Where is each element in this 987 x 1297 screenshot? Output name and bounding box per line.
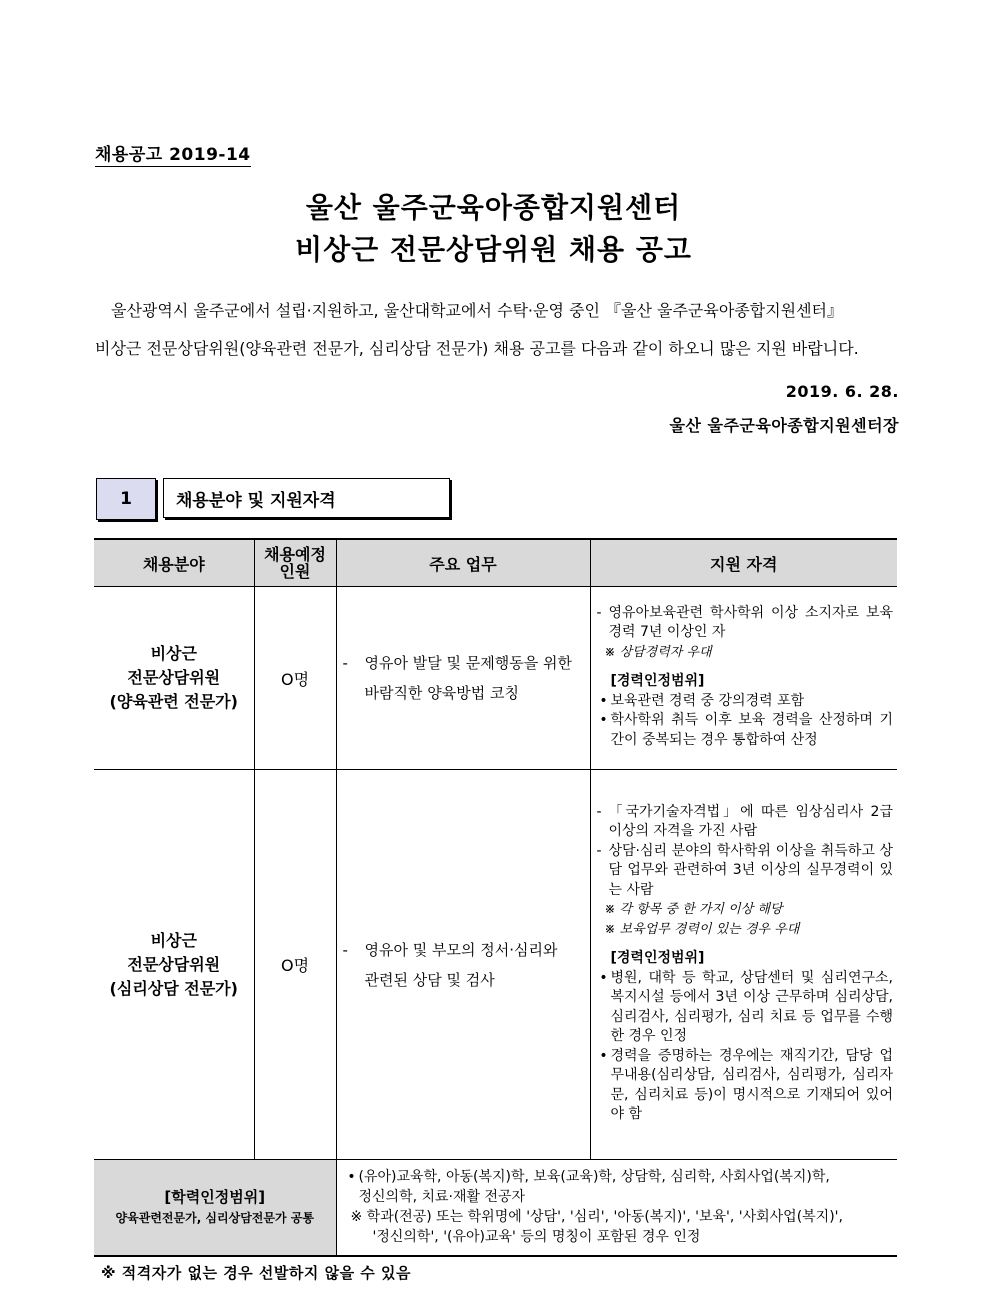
education-note-cont: '정신의학', '(유아)교육' 등의 명칭이 포함된 경우 인정 [372,1229,701,1246]
dash-glyph: - [342,654,348,672]
career-range-text: 보육관련 경력 중 강의경력 포함 [610,692,805,709]
table-row [94,770,897,1160]
page-subtitle: 비상근 전문상담위원 채용 공고 [295,233,692,266]
intro-line-1: 울산광역시 울주군에서 설립·지원하고, 울산대학교에서 수탁·운영 중인 『울산 울주군육아종합지원센터』 [111,301,844,320]
count-cell: O명 [254,587,336,770]
table-header-row [94,539,897,587]
qualification-item [597,842,894,901]
intro-line-2: 비상근 전문상담위원(양육관련 전문가, 심리상담 전문가) 채용 공고를 다음과 같이 하오니 많은 지원 바랍니다. [95,339,859,358]
education-item [345,1167,892,1187]
education-label-cell [94,1160,336,1256]
field-line: 전문상담위원 [127,668,221,687]
duty-cell [336,587,590,770]
education-text-cont: 정신의학, 치료·재활 전공자 [358,1189,526,1206]
education-row [94,1160,897,1256]
intro-paragraph [95,292,901,368]
career-range-item [597,692,894,712]
header-qualification: 지원 자격 [590,539,897,587]
qualification-cell [590,770,897,1160]
duty-text: 영유아 및 부모의 정서·심리와 [364,940,558,959]
duty-text: 바람직한 양육방법 코칭 [364,684,519,702]
bullet-glyph: • [599,969,608,986]
qualification-item [597,604,894,643]
qualification-note: ※ 보육업무 경력이 있는 경우 우대 [604,921,800,937]
header-count-line-2: 인원 [279,562,311,581]
duty-line [343,648,584,678]
qualification-note: ※ 각 항목 중 한 가지 이상 해당 [604,902,783,917]
field-line: (심리상담 전문가) [109,978,238,998]
qualification-cell [590,587,897,770]
education-text: (유아)교육학, 아동(복지)학, 보육(교육)학, 상담학, 심리학, 사회사업(복지)학, [358,1169,830,1186]
duty-text: 영유아 발달 및 문제행동을 위한 [364,654,572,672]
field-line: 비상근 [150,644,197,663]
footnote: ※ 적격자가 없는 경우 선발하지 않을 수 있음 [101,1264,411,1282]
qualification-item [597,803,894,842]
education-subtitle: 양육관련전문가, 심리상담전문가 공통 [115,1211,314,1226]
career-range-text: 학사학위 취득 이후 보육 경력을 산정하며 기간이 중복되는 경우 통합하여 산정 [610,712,893,748]
section-number: 1 [96,478,156,520]
career-range-item [597,711,894,750]
dash-glyph: - [596,803,602,820]
duty-line [343,935,584,965]
qualification-note: ※ 상담경력자 우대 [604,644,712,660]
header-count-line-1: 채용예정 [264,545,326,564]
dash-glyph: - [342,940,348,959]
career-range-text: 경력을 증명하는 경우에는 재직기간, 담당 업무내용(심리상담, 심리검사, 심리평가, 심리자문, 심리치료 등)이 명시적으로 기재되어 있어야 함 [610,1047,893,1122]
bullet-glyph: • [599,712,608,729]
field-line: 전문상담위원 [127,954,221,974]
header-field: 채용분야 [94,539,254,587]
education-title: [학력인정범위] [164,1188,266,1207]
field-cell [94,587,254,770]
bullet-glyph: • [599,1047,608,1064]
duty-text: 관련된 상담 및 검사 [364,970,495,989]
education-body-cell [336,1160,897,1256]
career-range-item [597,1047,894,1125]
table-row [94,587,897,770]
qualification-text: 상담·심리 분야의 학사학위 이상을 취득하고 상담 업무와 관련하여 3년 이상의 실무경력이 있는 사람 [608,842,893,898]
page-title: 울산 울주군육아종합지원센터 [305,191,682,224]
career-range-text: 병원, 대학 등 학교, 상담센터 및 심리연구소, 복지시설 등에서 3년 이상 근무하며 심리상담, 심리검사, 심리평가, 심리 치료 등 업무를 수행한 경우 인정 [610,969,893,1044]
qualification-text: 영유아보육관련 학사학위 이상 소지자로 보육경력 7년 이상인 자 [608,604,893,641]
duty-line [343,678,584,708]
section-title: 채용분야 및 지원자격 [163,478,450,518]
field-line: 비상근 [150,930,197,950]
duty-line [343,965,584,995]
career-range-heading: [경력인정범위] [610,673,705,690]
header-count [254,539,336,587]
career-range-heading: [경력인정범위] [610,950,705,966]
bullet-glyph: • [347,1169,356,1186]
recruitment-table [94,538,897,1257]
issuer: 울산 울주군육아종합지원센터장 [669,416,899,435]
career-range-item [597,969,894,1047]
dash-glyph: - [596,604,602,621]
field-line: (양육관련 전문가) [109,692,238,711]
notice-number: 채용공고 2019-14 [95,140,251,167]
header-duty: 주요 업무 [336,539,590,587]
dash-glyph: - [596,842,602,859]
count-cell: O명 [254,770,336,1160]
qualification-text: 「국가기술자격법」에 따른 임상심리사 2급 이상의 자격을 가진 사람 [608,803,893,839]
field-cell [94,770,254,1160]
bullet-glyph: • [599,692,608,709]
education-note: ※ 학과(전공) 또는 학위명에 '상담', '심리', '아동(복지)', '보육', '사회사업(복지)', [350,1209,843,1226]
duty-cell [336,770,590,1160]
notice-date: 2019. 6. 28. [785,382,899,401]
